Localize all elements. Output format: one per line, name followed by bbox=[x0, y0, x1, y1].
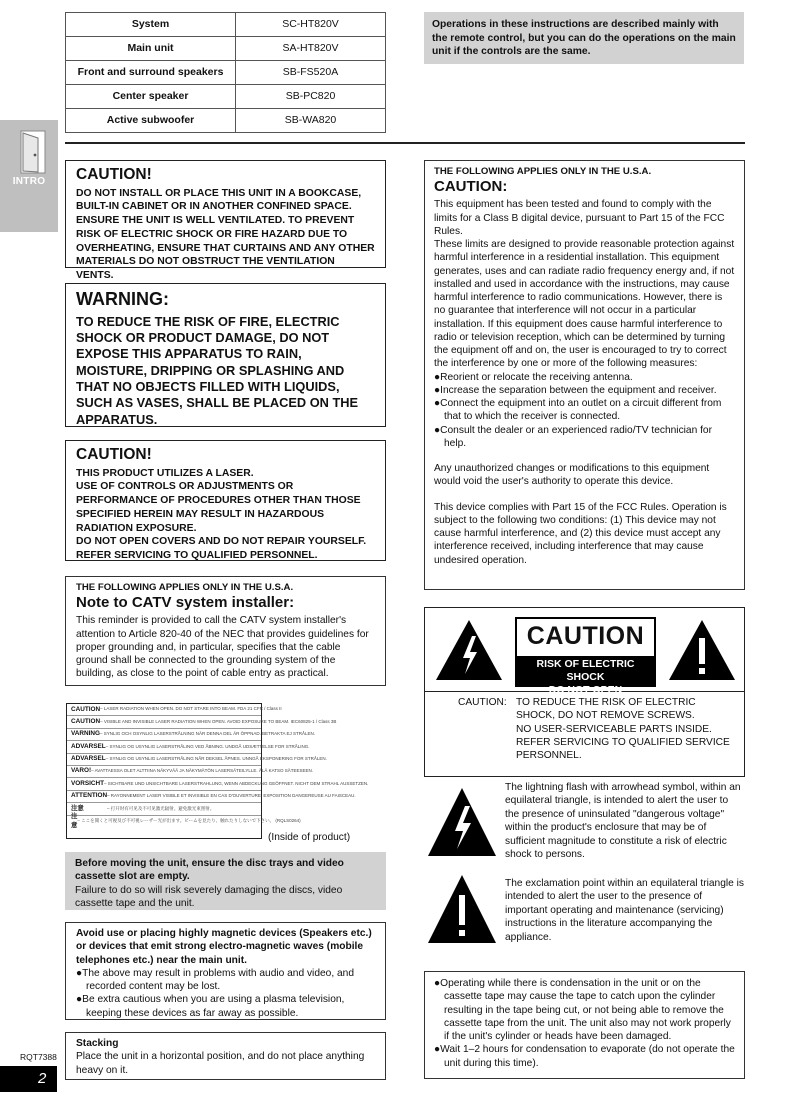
caution-line: TO REDUCE THE RISK OF ELECTRIC SHOCK, DO NOT REMOVE SCREWS. bbox=[516, 697, 696, 722]
condensation-box bbox=[424, 971, 745, 1079]
table-row bbox=[66, 37, 386, 61]
intro-tab-label: INTRO bbox=[12, 176, 46, 187]
label-row: VARO! – AVATTAESSA OLET ALTTIINA NÄKYVÄÄ JA NÄKYMÄTÖN LASERSÄTEILYLLE. ÄLÄ KATSO SÄTEESEEN. bbox=[67, 766, 261, 778]
caution-ventilation-box bbox=[65, 160, 386, 281]
model-label: Main unit bbox=[66, 37, 236, 61]
magnetic-devices-box bbox=[65, 922, 386, 1020]
caution-prefix: CAUTION: bbox=[458, 697, 507, 708]
fcc-paragraph: This equipment has been tested and found to comply with the limits for a Class B digital device, pursuant to Part 15 of the FCC Rules. bbox=[434, 199, 725, 237]
caution-laser-box bbox=[65, 440, 386, 561]
fcc-paragraph: These limits are designed to provide reasonable protection against harmful interference in a residential installation. This equipment generates, uses and can radiate radio frequency energy and, if not installed and used in accordance with the instructions, may cause harmful interference to radio communications. However, there is no guarantee that interference will not occur in a particular installation. If this equipment does cause harmful interference to radio or television reception, which can be determined by turning the equipment off and on, the user is encouraged to try to correct the interference by one or more of the following measures: bbox=[434, 239, 735, 370]
caution-title: CAUTION! bbox=[76, 446, 152, 463]
moving-note-text: Failure to do so will risk severely damaging the discs, video cassette tape and the unit. bbox=[75, 884, 343, 909]
model-label: System bbox=[66, 13, 236, 37]
model-value: SB-WA820 bbox=[236, 109, 386, 133]
magnetic-bold: Avoid use or placing highly magnetic devices (Speakers etc.) or devices that emit strong electro-magnetic waves (mobile telephones etc.) near the main unit. bbox=[76, 928, 372, 966]
model-label: Center speaker bbox=[66, 85, 236, 109]
model-value: SC-HT820V bbox=[236, 13, 386, 37]
door-icon bbox=[20, 130, 46, 174]
caution-laser-line: DO NOT OPEN COVERS AND DO NOT REPAIR YOURSELF. REFER SERVICING TO QUALIFIED PERSONNEL. bbox=[76, 536, 367, 561]
label-row: CAUTION – VISIBLE AND INVISIBLE LASER RADIATION WHEN OPEN. AVOID EXPOSURE TO BEAM. IEC60825-1 / Class 3B bbox=[67, 716, 261, 728]
caution-title: CAUTION! bbox=[76, 166, 152, 183]
catv-title: Note to CATV system installer: bbox=[76, 594, 295, 612]
caution-line: NO USER-SERVICEABLE PARTS INSIDE. bbox=[516, 723, 712, 735]
catv-text: This reminder is provided to call the CATV system installer's attention to Article 820-40 of the NEC that provides guidelines for proper grounding and, in particular, specifies that the cable ground shall be connected to the grounding system of the building, as close to the point of cable entry as practical. bbox=[76, 615, 369, 680]
stacking-text: Place the unit in a horizontal position, and do not place anything heavy on it. bbox=[76, 1051, 365, 1076]
caution-line: REFER SERVICING TO QUALIFIED SERVICE PERSONNEL. bbox=[516, 736, 730, 761]
stacking-title: Stacking bbox=[76, 1038, 119, 1049]
model-value: SA-HT820V bbox=[236, 37, 386, 61]
caution-word: CAUTION bbox=[526, 622, 645, 650]
model-label: Active subwoofer bbox=[66, 109, 236, 133]
risk-banner bbox=[517, 656, 654, 696]
exclamation-triangle-icon bbox=[426, 873, 498, 945]
caution-text: DO NOT INSTALL OR PLACE THIS UNIT IN A BOOKCASE, BUILT-IN CABINET OR IN ANOTHER CONFINED SPACE. ENSURE THE UNIT IS WELL VENTILATED. TO PREVENT RISK OF ELECTRIC SHOCK OR FIRE HAZARD DUE TO OVERHEATING, ENSURE THAT CURTAINS AND ANY OTHER MATERIALS DO NOT OBSTRUCT THE VENTILATION VENTS. bbox=[76, 187, 375, 281]
moving-note-box bbox=[65, 852, 386, 910]
lightning-explanation: The lightning flash with arrowhead symbol, within an equilateral triangle, is intended to alert the user to the presence of uninsulated "dangerous voltage" within the product's enclosure that may be of sufficient magnitude to constitute a risk of electric shock to persons. bbox=[505, 782, 741, 861]
risk-line: RISK OF ELECTRIC SHOCK bbox=[536, 658, 635, 683]
fcc-title: CAUTION: bbox=[434, 178, 508, 196]
caution-label-panel bbox=[424, 607, 745, 777]
catv-note-box bbox=[65, 576, 386, 686]
fcc-paragraph: Any unauthorized changes or modifications to this equipment would void the user's authority to operate this device. bbox=[434, 463, 710, 488]
label-row: CAUTION – LASER RADIATION WHEN OPEN. DO NOT STARE INTO BEAM. FDA 21 CFR / Class II bbox=[67, 704, 261, 716]
list-item: ●Connect the equipment into an outlet on a circuit different from that to which the receiver is connected. bbox=[434, 398, 722, 423]
list-item: ●Reorient or relocate the receiving antenna. bbox=[434, 371, 633, 383]
warning-box bbox=[65, 283, 386, 427]
warning-text: TO REDUCE THE RISK OF FIRE, ELECTRIC SHOCK OR PRODUCT DAMAGE, DO NOT EXPOSE THIS APPARATUS TO RAIN, MOISTURE, DRIPPING OR SPLASHING AND THAT NO OBJECTS FILLED WITH LIQUIDS, SUCH AS VASES, SHALL BE PLACED ON THE APPARATUS. bbox=[76, 313, 359, 427]
list-item: ●Wait 1–2 hours for condensation to evaporate (do not operate the unit during this time). bbox=[434, 1044, 735, 1069]
caution-laser-line: THIS PRODUCT UTILIZES A LASER. bbox=[76, 467, 254, 479]
table-row bbox=[66, 109, 386, 133]
section-divider bbox=[65, 142, 745, 144]
label-row: VORSICHT – SICHTBARE UND UNSICHTBARE LASERSTRAHLUNG, WENN ABDECKUNG GEÖFFNET. NICHT DEM STRAHL AUSSETZEN. bbox=[67, 778, 261, 790]
caution-label-graphic bbox=[425, 608, 744, 696]
label-caption: (Inside of product) bbox=[268, 832, 351, 843]
label-row: 注意 – ここを開くと可視及び不可視レーザー光が出ます。ビームを見たり、触れたりしないで下さい。 (RQLS0264) bbox=[71, 813, 301, 829]
label-row: ADVARSEL – SYNLIG OG USYNLIG LASERSTRÅLING VED ÅBNING. UNDGÅ UDSÆTTELSE FOR STRÅLING. bbox=[67, 741, 261, 753]
list-item: ●The above may result in problems with audio and video, and recorded content may be lost. bbox=[76, 967, 354, 992]
label-row: ATTENTION – RAYONNEMENT LASER VISIBLE ET INVISIBLE EN CAS D'OUVERTURE. EXPOSITION DANGEREUSE AU FAISCEAU. bbox=[67, 791, 261, 803]
table-row bbox=[66, 85, 386, 109]
list-item: ●Be extra cautious when you are using a plasma television, keeping these devices as far away as possible. bbox=[76, 994, 345, 1019]
moving-note-bold: Before moving the unit, ensure the disc trays and video cassette slot are empty. bbox=[75, 858, 344, 883]
list-item: ●Operating while there is condensation in the unit or on the cassette tape may cause the tape to catch upon the cylinder resulting in the tape being cut, or not being able to remove the cassette tape from the unit. The unit also may not work properly if the unit's cylinder or heads have been damaged. bbox=[434, 978, 731, 1042]
label-row: VARNING – SYNLIG OCH OSYNLIG LASERSTRÅLNING NÄR DENNA DEL ÄR ÖPPNAD. BETRAKTA EJ STRÅLEN. bbox=[67, 729, 261, 741]
caution-plate bbox=[515, 617, 656, 696]
label-row: ADVARSEL – SYNLIG OG USYNLIG LASERSTRÅLING NÅR DEKSEL ÅPNES. UNNGÅ EKSPONERING FOR STRÅLEN. bbox=[67, 754, 261, 766]
label-row: 注意 – 打开时有可见及不可见激光辐射。避免激光束照射。 bbox=[67, 803, 261, 815]
caution-lines bbox=[516, 696, 731, 762]
model-value: SB-FS520A bbox=[236, 61, 386, 85]
list-item: ●Consult the dealer or an experienced radio/TV technician for help. bbox=[434, 424, 712, 449]
caution-laser-line: USE OF CONTROLS OR ADJUSTMENTS OR PERFORMANCE OF PROCEDURES OTHER THAN THOSE SPECIFIED HEREIN MAY RESULT IN HAZARDOUS RADIATION EXPOSURE. bbox=[76, 481, 361, 534]
model-label: Front and surround speakers bbox=[66, 61, 236, 85]
fcc-box bbox=[424, 160, 745, 590]
catv-subhead: THE FOLLOWING APPLIES ONLY IN THE U.S.A. bbox=[76, 582, 294, 593]
table-row bbox=[66, 13, 386, 37]
stacking-box bbox=[65, 1032, 386, 1080]
page-number: 2 bbox=[0, 1066, 57, 1092]
lightning-warning-icon bbox=[434, 618, 504, 682]
fcc-paragraph: This device complies with Part 15 of the FCC Rules. Operation is subject to the following two conditions: (1) This device may not cause harmful interference, and (2) this device must accept any interference received, including interference that may cause undesired operation. bbox=[434, 501, 727, 566]
risk-line: DO NOT OPEN bbox=[548, 684, 623, 696]
fcc-subhead: THE FOLLOWING APPLIES ONLY IN THE U.S.A. bbox=[434, 166, 652, 177]
document-code: RQT7388 bbox=[20, 1052, 57, 1062]
operations-note: Operations in these instructions are described mainly with the remote control, but you can do the operations on the main unit if the controls are the same. bbox=[424, 12, 744, 64]
list-item: ●Increase the separation between the equipment and receiver. bbox=[434, 384, 717, 396]
model-table bbox=[65, 12, 386, 133]
exclamation-warning-icon bbox=[667, 618, 737, 682]
intro-side-tab[interactable] bbox=[0, 120, 58, 232]
lightning-triangle-icon bbox=[426, 786, 498, 858]
exclamation-explanation: The exclamation point within an equilateral triangle is intended to alert the user to the presence of important operating and maintenance (servicing) instructions in the literature accompanying the appliance. bbox=[505, 878, 744, 943]
model-value: SB-PC820 bbox=[236, 85, 386, 109]
warning-title: WARNING: bbox=[76, 289, 169, 309]
table-row bbox=[66, 61, 386, 85]
